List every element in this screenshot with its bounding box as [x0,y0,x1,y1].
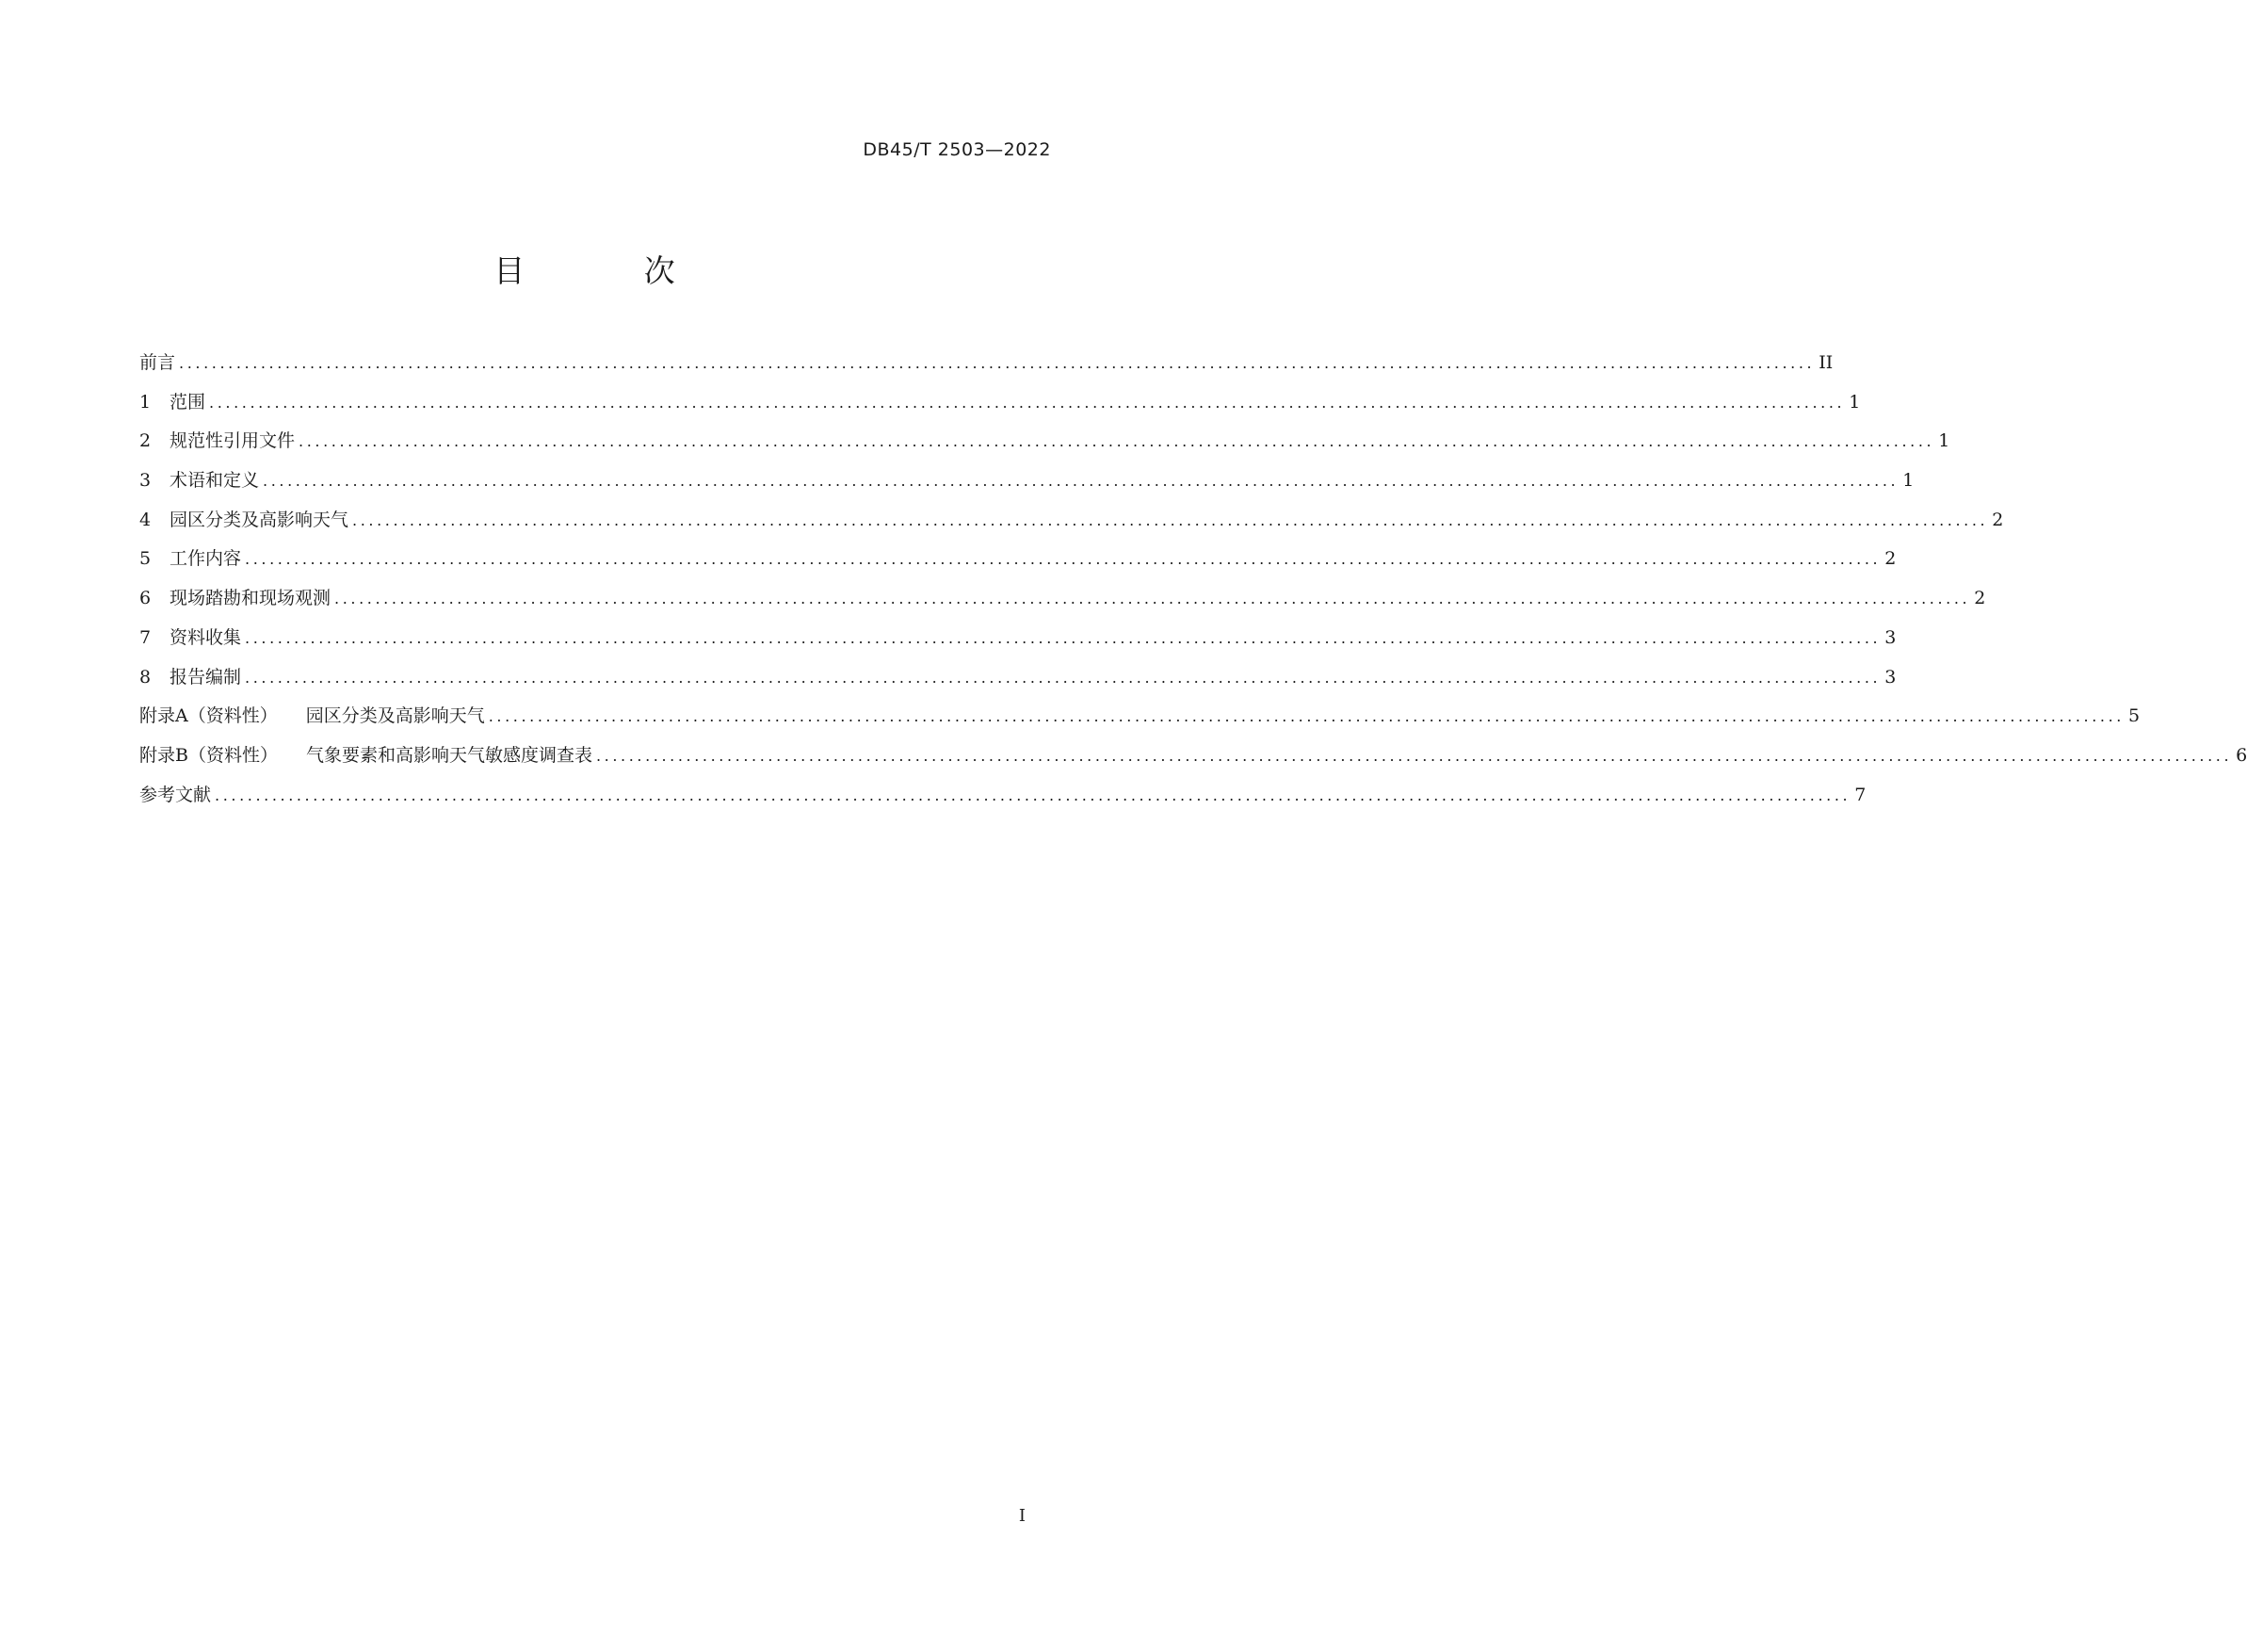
page-title: 目 次 [493,252,730,289]
toc-entry-number: 5 [139,548,152,570]
toc-entry-label: 术语和定义 [170,470,260,492]
toc-entry-foreword[interactable] [139,348,1834,388]
toc-page-number: 2 [1884,548,1897,570]
toc-entry-label [139,702,485,730]
toc-entry-appendix-b[interactable] [139,741,2247,781]
toc-entry-work-content[interactable] [139,544,1897,584]
toc-page-number: 1 [1849,391,1861,413]
toc-dot-leader: ........................................................................................................................................................................................................ [215,786,1851,804]
table-of-contents [139,348,2247,819]
toc-entry-bibliography[interactable] [139,781,1867,820]
toc-dot-leader: ........................................................................................................................................................................................................ [179,354,1816,372]
toc-entry-label: 资料收集 [170,626,242,648]
toc-dot-leader: ........................................................................................................................................................................................................ [334,590,1971,608]
toc-entry-site-survey[interactable] [139,584,1986,624]
toc-entry-number: 1 [139,391,152,413]
toc-entry-label: 前言 [139,352,176,373]
toc-entry-label: 规范性引用文件 [170,430,296,452]
toc-entry-number: 2 [139,430,152,452]
toc-dot-leader: ........................................................................................................................................................................................................ [245,628,1882,647]
toc-page-number: 6 [2236,744,2247,766]
toc-entry-label: 园区分类及高影响天气 [170,509,349,530]
toc-entry-label [139,741,592,769]
toc-entry-label: 范围 [170,391,206,413]
toc-page-number: 3 [1884,666,1897,688]
toc-entry-label: 工作内容 [170,548,242,570]
toc-entry-label: 现场踏勘和现场观测 [170,588,331,609]
toc-page-number: II [1819,352,1834,373]
toc-page-number: 5 [2127,705,2141,727]
toc-entry-label: 报告编制 [170,666,242,688]
toc-page-number: 2 [1974,588,1986,609]
toc-page-number: 1 [1902,470,1915,492]
toc-dot-leader: ........................................................................................................................................................................................................ [209,393,1846,412]
toc-entry-number: 3 [139,470,152,492]
toc-entry-number: 6 [139,588,152,609]
toc-dot-leader: ........................................................................................................................................................................................................ [352,510,1989,529]
toc-page-number: 2 [1992,509,2004,530]
toc-entry-number: 4 [139,509,152,530]
page-number: I [1018,1506,1026,1526]
toc-page-number: 3 [1884,626,1897,648]
appendix-label: 附录A（资料性） [139,705,278,727]
toc-page-number: 1 [1938,430,1950,452]
toc-page-number: 7 [1854,784,1867,805]
toc-entry-number: 7 [139,626,152,648]
toc-dot-leader: ........................................................................................................................................................................................................ [263,472,1899,491]
document-code: DB45/T 2503—2022 [863,139,1051,160]
toc-dot-leader: ........................................................................................................................................................................................................ [299,432,1935,451]
toc-entry-number: 8 [139,666,152,688]
toc-entry-appendix-a[interactable] [139,702,2141,741]
toc-entry-classification[interactable] [139,506,2004,545]
appendix-title: 园区分类及高影响天气 [305,705,485,727]
toc-dot-leader: ........................................................................................................................................................................................................ [595,746,2233,765]
toc-entry-report[interactable] [139,663,1897,703]
toc-dot-leader: ........................................................................................................................................................................................................ [245,550,1882,569]
appendix-title: 气象要素和高影响天气敏感度调查表 [305,744,592,766]
toc-entry-label: 参考文献 [139,784,212,805]
toc-entry-terms[interactable] [139,466,1915,506]
toc-entry-normative-references[interactable] [139,427,1950,466]
toc-dot-leader: ........................................................................................................................................................................................................ [245,668,1882,687]
appendix-label: 附录B（资料性） [139,744,278,766]
toc-entry-scope[interactable] [139,388,1861,428]
toc-dot-leader: ........................................................................................................................................................................................................ [488,707,2125,726]
toc-entry-data-collection[interactable] [139,624,1897,663]
